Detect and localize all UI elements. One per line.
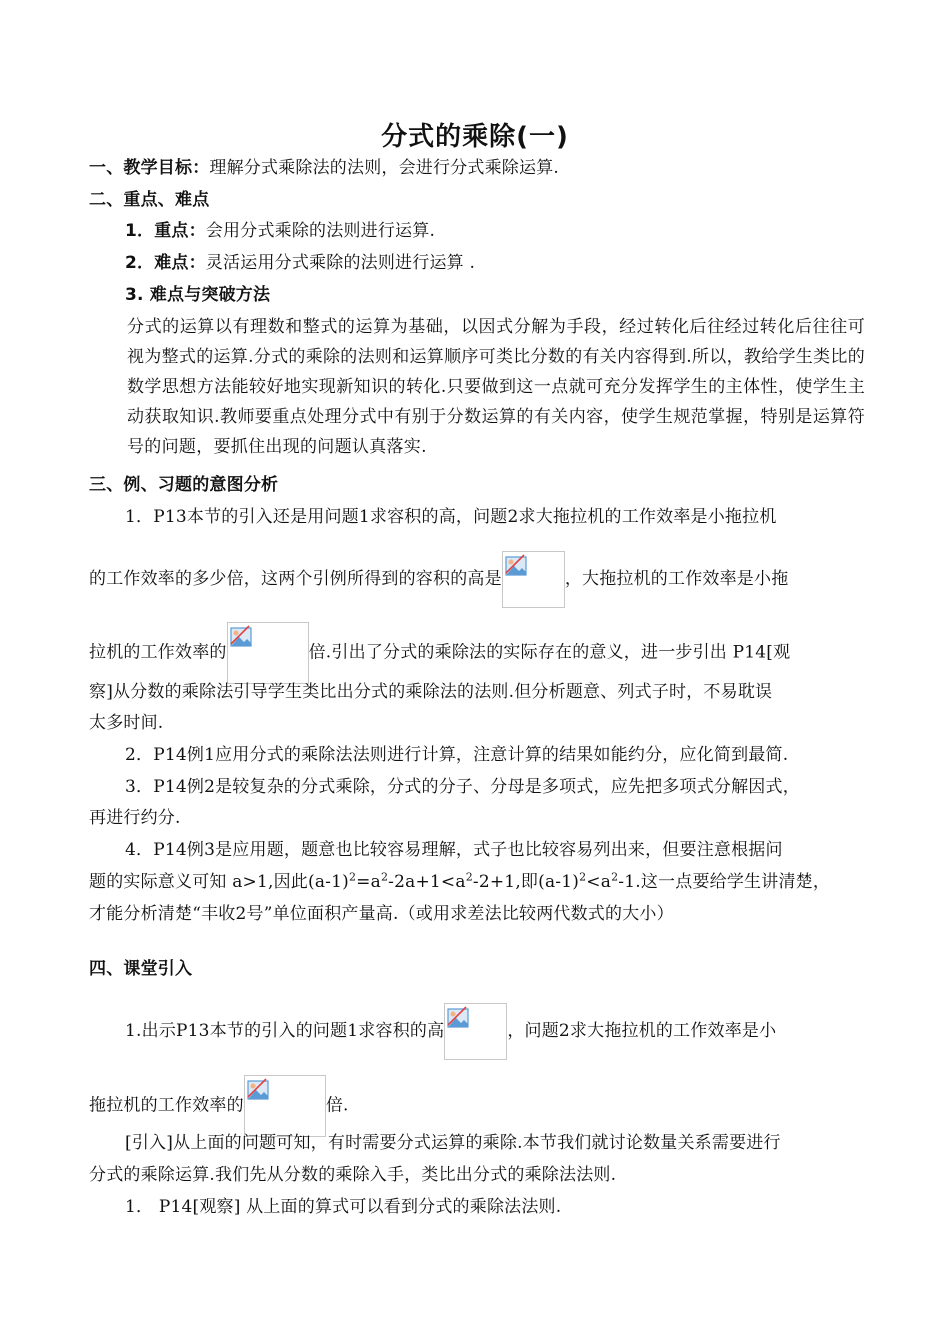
s3-item-1-line-1: 1．P13本节的引入还是用问题1求容积的高，问题2求大拖拉机的工作效率是小拖拉机 [125, 507, 777, 527]
section-4-heading: 四、课堂引入 [89, 959, 193, 979]
text-run: -2a+1<a [388, 872, 466, 892]
key-point-2 [125, 248, 915, 278]
text-run: =a [356, 872, 381, 892]
s4-item-1-text-a: 1.出示P13本节的引入的问题1求容积的高 [125, 1021, 445, 1041]
broken-image-icon [447, 1006, 469, 1028]
key-point-2-text: 灵活运用分式乘除的法则进行运算 . [205, 253, 476, 273]
superscript: 2 [348, 870, 357, 884]
text-run: -2+1,即(a-1) [472, 872, 580, 892]
s3-item-1-line-2 [89, 551, 879, 608]
formula-image-placeholder [227, 622, 309, 684]
s4-item-1-text-b: ，问题2求大拖拉机的工作效率是小 [507, 1021, 777, 1041]
s3-item-4-line-3: 才能分析清楚“丰收2号”单位面积产量高.（或用求差法比较两代数式的大小） [89, 904, 674, 924]
s3-item-1-line-3 [89, 622, 879, 684]
s3-item-3-line-2: 再进行约分. [89, 808, 181, 828]
key-point-1 [125, 216, 915, 246]
s4-intro-line-1: [引入]从上面的问题可知，有时需要分式运算的乘除.本节我们就讨论数量关系需要进行 [125, 1133, 781, 1153]
key-point-3-label: 3. 难点与突破方法 [125, 285, 271, 305]
section-2-heading: 二、重点、难点 [89, 190, 210, 210]
s4-item-1-text-c: 拖拉机的工作效率的 [89, 1095, 244, 1116]
s3-item-2: 2．P14例1应用分式的乘除法法则进行计算，注意计算的结果如能约分，应化简到最简. [125, 745, 789, 765]
text-run: <a [586, 872, 612, 892]
s3-item-1-text-c: ，大拖拉机的工作效率是小拖 [564, 569, 789, 589]
s4-intro-line-2: 分式的乘除运算.我们先从分数的乘除入手，类比出分式的乘除法法则. [89, 1165, 617, 1185]
broken-image-icon [505, 554, 527, 576]
superscript: 2 [465, 870, 473, 884]
section-1-text: 理解分式乘除法的法则，会进行分式乘除运算. [209, 158, 560, 178]
superscript: 2 [579, 870, 587, 884]
page-title: 分式的乘除(一) [381, 122, 569, 152]
section-1 [89, 153, 879, 183]
key-point-1-text: 会用分式乘除的法则进行运算. [205, 221, 436, 241]
s3-item-4-line-1: 4．P14例3是应用题，题意也比较容易理解，式子也比较容易列出来，但要注意根据问 [125, 840, 783, 860]
s4-observe-line: 1． P14[观察] 从上面的算式可以看到分式的乘除法法则. [125, 1197, 562, 1217]
broken-image-icon [247, 1078, 269, 1100]
s4-item-1-text-d: 倍. [325, 1095, 349, 1116]
s3-item-3-line-1: 3．P14例2是较复杂的分式乘除，分式的分子、分母是多项式，应先把多项式分解因式， [125, 777, 800, 797]
key-point-2-label: 2．难点： [125, 253, 206, 273]
section-3-heading: 三、例、习题的意图分析 [89, 475, 279, 495]
s4-item-1-line-1 [125, 1003, 915, 1060]
s3-item-1-text-b: 的工作效率的多少倍，这两个引例所得到的容积的高是 [89, 569, 502, 589]
text-run: 题的实际意义可知 a>1,因此(a-1) [89, 872, 349, 892]
s3-item-1-line-5: 太多时间. [89, 713, 164, 733]
key-point-1-label: 1．重点： [125, 221, 206, 241]
s3-item-4-line-2 [89, 867, 879, 897]
s3-item-1-text-d: 拉机的工作效率的 [89, 642, 227, 663]
key-point-3-paragraph: 分式的运算以有理数和整式的运算为基础，以因式分解为手段，经过转化后往经过转化后往往可视为整式的运算.分式的乘除的法则和运算顺序可类比分数的有关内容得到.所以，教给学生类比的数学思想方法能较好地实现新知识的转化.只要做到这一点就可充分发挥学生的主体性，使学生主动获取知识.教师要重点处理分式中有别于分数运算的有关内容，使学生规范掌握，特别是运算符号的问题，要抓住出现的问题认真落实. [127, 317, 866, 457]
superscript: 2 [380, 870, 389, 884]
text-run: -1.这一点要给学生讲清楚， [618, 872, 831, 892]
formula-image-placeholder [444, 1003, 507, 1060]
s3-item-1-text-e: 倍.引出了分式的乘除法的实际存在的意义，进一步引出 P14[观 [308, 642, 791, 663]
broken-image-icon [230, 625, 252, 647]
superscript: 2 [611, 870, 619, 884]
section-1-heading: 一、教学目标： [89, 158, 210, 178]
formula-image-placeholder [502, 551, 565, 608]
s3-item-1-line-4: 察]从分数的乘除法引导学生类比出分式的乘除法的法则.但分析题意、列式子时，不易耽误 [89, 682, 773, 702]
